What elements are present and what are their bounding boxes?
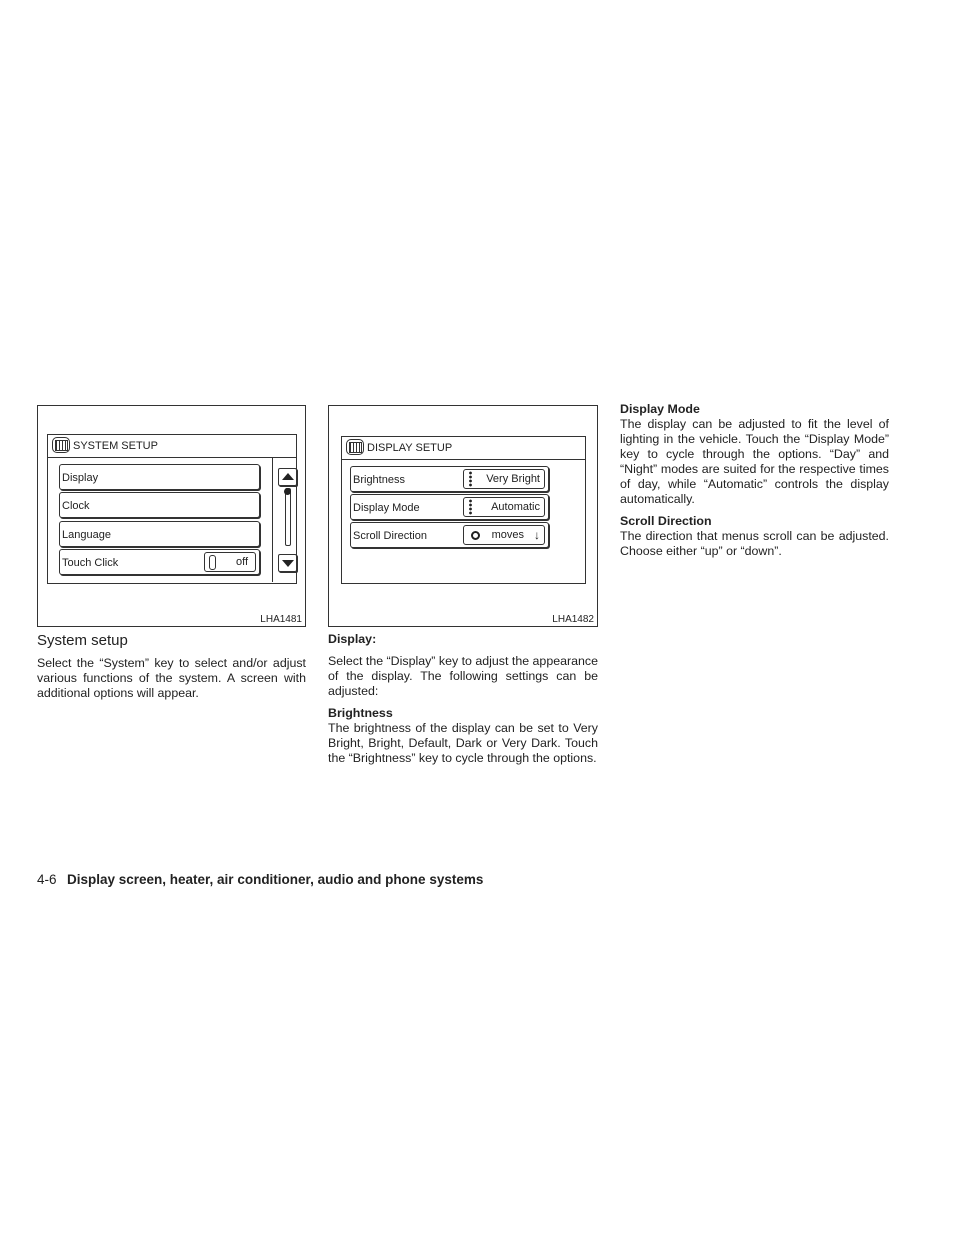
scroll-down-button[interactable] — [278, 554, 297, 572]
scroll-direction-value: moves — [491, 529, 524, 541]
scroll-direction-body: The direction that menus scroll can be adjusted. Choose either “up” or “down”. — [620, 529, 889, 558]
display-button[interactable] — [59, 464, 260, 490]
screen-header — [48, 435, 296, 458]
figure-display-setup — [328, 405, 598, 627]
clock-button[interactable] — [59, 492, 260, 518]
dots-icon — [469, 499, 472, 515]
system-setup-screen — [47, 434, 297, 584]
scroll-direction-label: Scroll Direction — [353, 530, 427, 542]
section-display-mode — [620, 402, 889, 559]
chapter-title: Display screen, heater, air conditioner, audio and phone systems — [66, 872, 484, 887]
scroll-direction-value-box — [463, 525, 545, 545]
language-button-label: Language — [62, 529, 111, 541]
language-button[interactable] — [59, 521, 260, 547]
brightness-label: Brightness — [353, 474, 405, 486]
touch-click-button[interactable] — [59, 549, 260, 575]
section-display — [328, 632, 598, 766]
touch-click-toggle[interactable] — [204, 552, 256, 572]
page-footer — [37, 871, 737, 889]
scroll-direction-heading: Scroll Direction — [620, 514, 712, 528]
down-arrow-icon: ↓ — [534, 528, 540, 542]
toggle-knob-icon — [209, 555, 216, 570]
up-arrow-icon — [282, 473, 294, 480]
menu-icon — [346, 439, 364, 455]
display-button-label: Display — [62, 472, 99, 484]
clock-button-label: Clock — [62, 500, 90, 512]
display-mode-value-box — [463, 497, 545, 517]
figure-system-setup — [37, 405, 306, 627]
brightness-value-box — [463, 469, 545, 489]
display-setup-screen — [341, 436, 586, 584]
display-mode-heading: Display Mode — [620, 402, 700, 416]
scroll-up-button[interactable] — [278, 468, 297, 486]
figure-code: LHA1482 — [552, 614, 594, 625]
screen-title: SYSTEM SETUP — [73, 440, 158, 452]
display-heading: Display: — [328, 632, 377, 646]
brightness-heading: Brightness — [328, 706, 393, 720]
section-body: Select the “System” key to select and/or adjust various functions of the system. A screen with additional options will appear. — [37, 656, 306, 700]
display-mode-value: Automatic — [491, 501, 540, 513]
down-arrow-icon — [282, 560, 294, 567]
display-mode-label: Display Mode — [353, 502, 420, 514]
dots-icon — [469, 471, 472, 487]
section-system-setup — [37, 632, 306, 701]
screen-header — [342, 437, 585, 460]
display-intro: Select the “Display” key to adjust the appearance of the display. The following settings can be adjusted: — [328, 654, 598, 698]
scroll-track[interactable] — [285, 488, 291, 546]
display-mode-button[interactable] — [350, 494, 549, 520]
scroll-direction-button[interactable] — [350, 522, 549, 548]
touch-click-label: Touch Click — [62, 557, 119, 569]
figure-code: LHA1481 — [260, 614, 302, 625]
brightness-value: Very Bright — [486, 473, 540, 485]
cycle-icon — [471, 531, 480, 540]
screen-title: DISPLAY SETUP — [367, 442, 453, 454]
section-heading: System setup — [37, 632, 128, 649]
menu-icon — [52, 437, 70, 453]
toggle-value: off — [235, 556, 248, 568]
scroll-thumb[interactable] — [284, 488, 291, 495]
display-mode-body: The display can be adjusted to fit the level of lighting in the vehicle. Touch the “Display Mode” key to cycle through the options. “Day” and “Night” modes are suited for the respective times of day, while “Automatic” controls the display automatically. — [620, 417, 889, 506]
scroll-bar[interactable] — [272, 458, 305, 582]
brightness-button[interactable] — [350, 466, 549, 492]
brightness-body: The brightness of the display can be set to Very Bright, Bright, Default, Dark or Very Dark. Touch the “Brightness” key to cycle through the options. — [328, 721, 598, 765]
page-number: 4-6 — [37, 872, 57, 887]
